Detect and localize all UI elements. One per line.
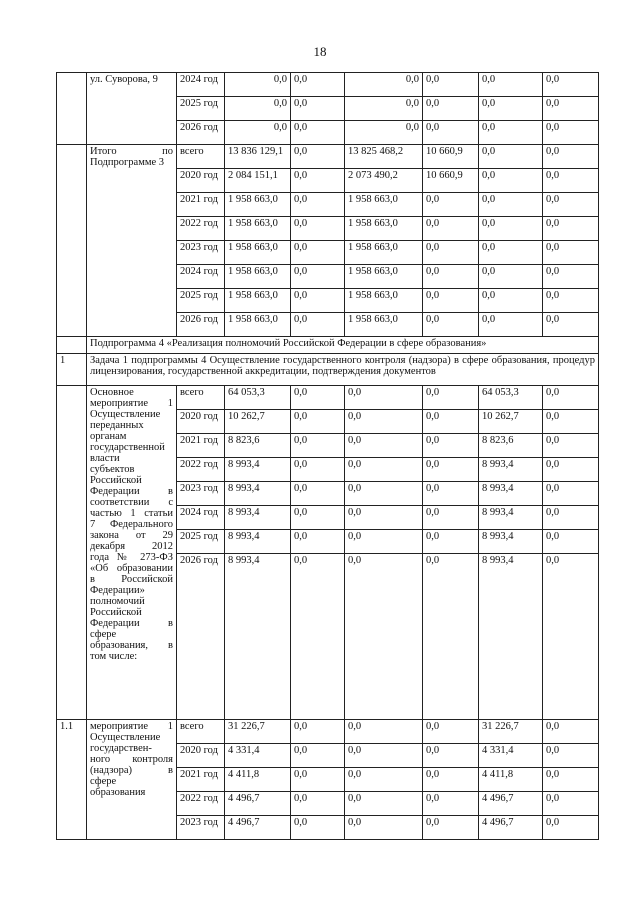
value-cell: 0,0: [543, 482, 599, 506]
period-cell: 2021 год: [177, 193, 225, 217]
value-cell: 0,0: [423, 73, 479, 97]
value-cell: 1 958 663,0: [225, 241, 291, 265]
value-cell: 0,0: [543, 217, 599, 241]
value-cell: 0,0: [543, 768, 599, 792]
value-cell: 4 496,7: [225, 816, 291, 840]
row-label-line: ного контроля: [90, 754, 173, 765]
value-cell: 0,0: [225, 97, 291, 121]
value-cell: 10 262,7: [479, 410, 543, 434]
value-cell: 0,0: [291, 816, 345, 840]
row-label-line: Подпрограмме 3: [90, 157, 165, 168]
value-cell: 0,0: [423, 744, 479, 768]
value-cell: 8 993,4: [479, 458, 543, 482]
period-cell: 2022 год: [177, 792, 225, 816]
value-cell: 1 958 663,0: [225, 313, 291, 337]
value-cell: 0,0: [423, 386, 479, 410]
value-cell: 1 958 663,0: [345, 313, 423, 337]
value-cell: 0,0: [291, 265, 345, 289]
value-cell: 0,0: [543, 97, 599, 121]
row-label-line: Российской: [90, 475, 142, 486]
period-cell: 2024 год: [177, 265, 225, 289]
row-label-line: декабря 2012: [90, 541, 173, 552]
task-text: Задача 1 подпрограммы 4 Осуществление государственного контроля (надзора) в сфере образования, процедур лицензирования, государственной аккредитации, подтверждения документов: [87, 354, 599, 386]
value-cell: 0,0: [345, 97, 423, 121]
value-cell: 0,0: [543, 265, 599, 289]
value-cell: 1 958 663,0: [345, 289, 423, 313]
value-cell: 0,0: [479, 121, 543, 145]
value-cell: 31 226,7: [225, 720, 291, 744]
subprogram-title: Подпрограмма 4 «Реализация полномочий Российской Федерации в сфере образования»: [87, 337, 599, 354]
value-cell: 0,0: [479, 145, 543, 169]
value-cell: 0,0: [345, 458, 423, 482]
value-cell: 0,0: [291, 458, 345, 482]
value-cell: 0,0: [345, 482, 423, 506]
period-cell: 2024 год: [177, 73, 225, 97]
period-cell: 2023 год: [177, 482, 225, 506]
row-label-line: в Российской: [90, 574, 173, 585]
value-cell: 4 331,4: [225, 744, 291, 768]
value-cell: 0,0: [543, 554, 599, 720]
value-cell: 0,0: [423, 410, 479, 434]
period-cell: 2022 год: [177, 217, 225, 241]
value-cell: 8 993,4: [225, 530, 291, 554]
value-cell: 0,0: [423, 792, 479, 816]
value-cell: 0,0: [345, 792, 423, 816]
value-cell: 0,0: [423, 482, 479, 506]
value-cell: 0,0: [479, 265, 543, 289]
value-cell: 0,0: [345, 768, 423, 792]
task-row: [57, 354, 599, 386]
period-cell: 2020 год: [177, 410, 225, 434]
value-cell: 0,0: [291, 554, 345, 720]
value-cell: 2 084 151,1: [225, 169, 291, 193]
value-cell: 0,0: [291, 386, 345, 410]
value-cell: 0,0: [345, 720, 423, 744]
table-row: [57, 386, 599, 410]
row-label-line: закона от 29: [90, 530, 173, 541]
value-cell: 8 993,4: [479, 506, 543, 530]
row-number: [57, 337, 87, 354]
value-cell: 1 958 663,0: [225, 289, 291, 313]
row-label: ул. Суворова, 9: [87, 73, 177, 145]
value-cell: 0,0: [291, 313, 345, 337]
value-cell: 0,0: [345, 506, 423, 530]
value-cell: 2 073 490,2: [345, 169, 423, 193]
value-cell: 0,0: [291, 145, 345, 169]
value-cell: 1 958 663,0: [345, 241, 423, 265]
value-cell: 10 660,9: [423, 169, 479, 193]
value-cell: 0,0: [543, 744, 599, 768]
value-cell: 4 496,7: [225, 792, 291, 816]
row-label-line: Осуществление: [90, 409, 161, 420]
value-cell: 0,0: [291, 434, 345, 458]
row-label-line: сфере: [90, 776, 117, 787]
value-cell: 0,0: [291, 720, 345, 744]
value-cell: 0,0: [345, 744, 423, 768]
budget-table: [56, 72, 599, 840]
value-cell: 0,0: [291, 744, 345, 768]
row-label: [87, 386, 177, 720]
period-cell: 2025 год: [177, 530, 225, 554]
table-row: [57, 73, 599, 97]
row-number: [57, 145, 87, 337]
table-row: [57, 145, 599, 169]
value-cell: 0,0: [543, 816, 599, 840]
row-label-line: частью 1 статьи: [90, 508, 173, 519]
period-cell: всего: [177, 145, 225, 169]
value-cell: 0,0: [291, 289, 345, 313]
value-cell: 4 411,8: [225, 768, 291, 792]
value-cell: 8 993,4: [225, 482, 291, 506]
value-cell: 0,0: [479, 241, 543, 265]
value-cell: 0,0: [423, 530, 479, 554]
value-cell: 0,0: [291, 792, 345, 816]
value-cell: 0,0: [543, 73, 599, 97]
value-cell: 0,0: [423, 265, 479, 289]
value-cell: 0,0: [345, 121, 423, 145]
value-cell: 0,0: [423, 768, 479, 792]
value-cell: 0,0: [291, 121, 345, 145]
value-cell: 64 053,3: [225, 386, 291, 410]
value-cell: 0,0: [291, 217, 345, 241]
value-cell: 0,0: [291, 530, 345, 554]
value-cell: 0,0: [291, 241, 345, 265]
value-cell: 0,0: [291, 169, 345, 193]
row-label-line: Федерации в: [90, 486, 173, 497]
value-cell: 0,0: [345, 410, 423, 434]
value-cell: 0,0: [291, 768, 345, 792]
value-cell: 0,0: [291, 193, 345, 217]
value-cell: 10 660,9: [423, 145, 479, 169]
value-cell: 0,0: [479, 73, 543, 97]
value-cell: 0,0: [345, 530, 423, 554]
period-cell: 2026 год: [177, 313, 225, 337]
value-cell: 31 226,7: [479, 720, 543, 744]
row-label-line: органам: [90, 431, 127, 442]
row-label-line: власти: [90, 453, 120, 464]
value-cell: 0,0: [543, 121, 599, 145]
value-cell: 4 331,4: [479, 744, 543, 768]
row-label-line: Федерации в: [90, 618, 173, 629]
period-cell: 2020 год: [177, 169, 225, 193]
row-label-line: образования, в: [90, 640, 173, 651]
value-cell: 0,0: [543, 386, 599, 410]
table-row: [57, 720, 599, 744]
row-label-line: сфере: [90, 629, 117, 640]
value-cell: 0,0: [543, 458, 599, 482]
value-cell: 0,0: [543, 530, 599, 554]
value-cell: 1 958 663,0: [345, 193, 423, 217]
task-number: 1: [57, 354, 87, 386]
value-cell: 0,0: [423, 241, 479, 265]
row-label-line: «Об образовании: [90, 563, 173, 574]
value-cell: 8 823,6: [479, 434, 543, 458]
value-cell: 8 993,4: [225, 506, 291, 530]
value-cell: 1 958 663,0: [345, 265, 423, 289]
value-cell: 0,0: [479, 97, 543, 121]
value-cell: 0,0: [543, 289, 599, 313]
period-cell: 2024 год: [177, 506, 225, 530]
value-cell: 0,0: [291, 482, 345, 506]
row-label-line: полномочий: [90, 596, 145, 607]
value-cell: 0,0: [543, 313, 599, 337]
row-label-line: субъектов: [90, 464, 135, 475]
value-cell: 0,0: [479, 289, 543, 313]
row-label-line: Федерации»: [90, 585, 145, 596]
value-cell: 0,0: [423, 193, 479, 217]
value-cell: 8 823,6: [225, 434, 291, 458]
value-cell: 0,0: [423, 121, 479, 145]
value-cell: 8 993,4: [225, 554, 291, 720]
row-label-line: мероприятие 1: [90, 721, 173, 732]
row-number: [57, 73, 87, 145]
value-cell: 0,0: [423, 458, 479, 482]
subprogram-heading-row: [57, 337, 599, 354]
row-number: [57, 386, 87, 720]
value-cell: 0,0: [479, 217, 543, 241]
value-cell: 0,0: [291, 97, 345, 121]
value-cell: 0,0: [423, 816, 479, 840]
value-cell: 0,0: [423, 289, 479, 313]
period-cell: 2021 год: [177, 434, 225, 458]
value-cell: 0,0: [345, 386, 423, 410]
value-cell: 0,0: [225, 73, 291, 97]
row-label-line: Основное: [90, 387, 134, 398]
value-cell: 0,0: [423, 434, 479, 458]
row-label-line: года № 273-ФЗ: [90, 552, 173, 563]
value-cell: 0,0: [225, 121, 291, 145]
value-cell: 0,0: [291, 73, 345, 97]
value-cell: 0,0: [423, 97, 479, 121]
value-cell: 1 958 663,0: [225, 265, 291, 289]
period-cell: 2026 год: [177, 554, 225, 720]
row-label-line: соответствии с: [90, 497, 173, 508]
value-cell: 1 958 663,0: [345, 217, 423, 241]
period-cell: 2020 год: [177, 744, 225, 768]
value-cell: 0,0: [345, 816, 423, 840]
value-cell: 0,0: [345, 434, 423, 458]
value-cell: 1 958 663,0: [225, 217, 291, 241]
period-cell: 2022 год: [177, 458, 225, 482]
period-cell: 2025 год: [177, 97, 225, 121]
value-cell: 0,0: [543, 792, 599, 816]
row-label-line: (надзора) в: [90, 765, 173, 776]
period-cell: 2025 год: [177, 289, 225, 313]
value-cell: 4 496,7: [479, 816, 543, 840]
value-cell: 8 993,4: [479, 554, 543, 720]
period-cell: всего: [177, 386, 225, 410]
value-cell: 0,0: [423, 506, 479, 530]
value-cell: 0,0: [543, 241, 599, 265]
value-cell: 0,0: [423, 217, 479, 241]
value-cell: 0,0: [345, 73, 423, 97]
row-label-line: государствен-: [90, 743, 152, 754]
value-cell: 0,0: [543, 145, 599, 169]
row-number: 1.1: [57, 720, 87, 840]
value-cell: 8 993,4: [225, 458, 291, 482]
row-label-line: государственной: [90, 442, 165, 453]
value-cell: 0,0: [543, 720, 599, 744]
value-cell: 0,0: [543, 169, 599, 193]
value-cell: 0,0: [543, 434, 599, 458]
row-label-line: 7 Федерального: [90, 519, 173, 530]
row-label-line: образования: [90, 787, 146, 798]
value-cell: 0,0: [479, 313, 543, 337]
period-cell: 2023 год: [177, 241, 225, 265]
value-cell: 4 411,8: [479, 768, 543, 792]
value-cell: 64 053,3: [479, 386, 543, 410]
row-label-line: Осуществление: [90, 732, 161, 743]
row-label-line: переданных: [90, 420, 144, 431]
value-cell: 0,0: [423, 554, 479, 720]
period-cell: 2021 год: [177, 768, 225, 792]
page-number: 18: [313, 44, 327, 59]
value-cell: 0,0: [479, 193, 543, 217]
value-cell: 0,0: [423, 720, 479, 744]
value-cell: 10 262,7: [225, 410, 291, 434]
value-cell: 8 993,4: [479, 530, 543, 554]
value-cell: 1 958 663,0: [225, 193, 291, 217]
value-cell: 4 496,7: [479, 792, 543, 816]
row-label-line: Российской: [90, 607, 142, 618]
value-cell: 13 836 129,1: [225, 145, 291, 169]
period-cell: 2026 год: [177, 121, 225, 145]
value-cell: 0,0: [345, 554, 423, 720]
period-cell: всего: [177, 720, 225, 744]
value-cell: 13 825 468,2: [345, 145, 423, 169]
value-cell: 8 993,4: [479, 482, 543, 506]
row-label-line: мероприятие 1: [90, 398, 173, 409]
value-cell: 0,0: [543, 193, 599, 217]
period-cell: 2023 год: [177, 816, 225, 840]
row-label: [87, 720, 177, 840]
value-cell: 0,0: [291, 410, 345, 434]
row-label-line: том числе:: [90, 651, 138, 662]
value-cell: 0,0: [423, 313, 479, 337]
value-cell: 0,0: [543, 410, 599, 434]
value-cell: 0,0: [543, 506, 599, 530]
row-label-line: Итого по: [90, 146, 173, 157]
row-label: [87, 145, 177, 337]
value-cell: 0,0: [291, 506, 345, 530]
value-cell: 0,0: [479, 169, 543, 193]
